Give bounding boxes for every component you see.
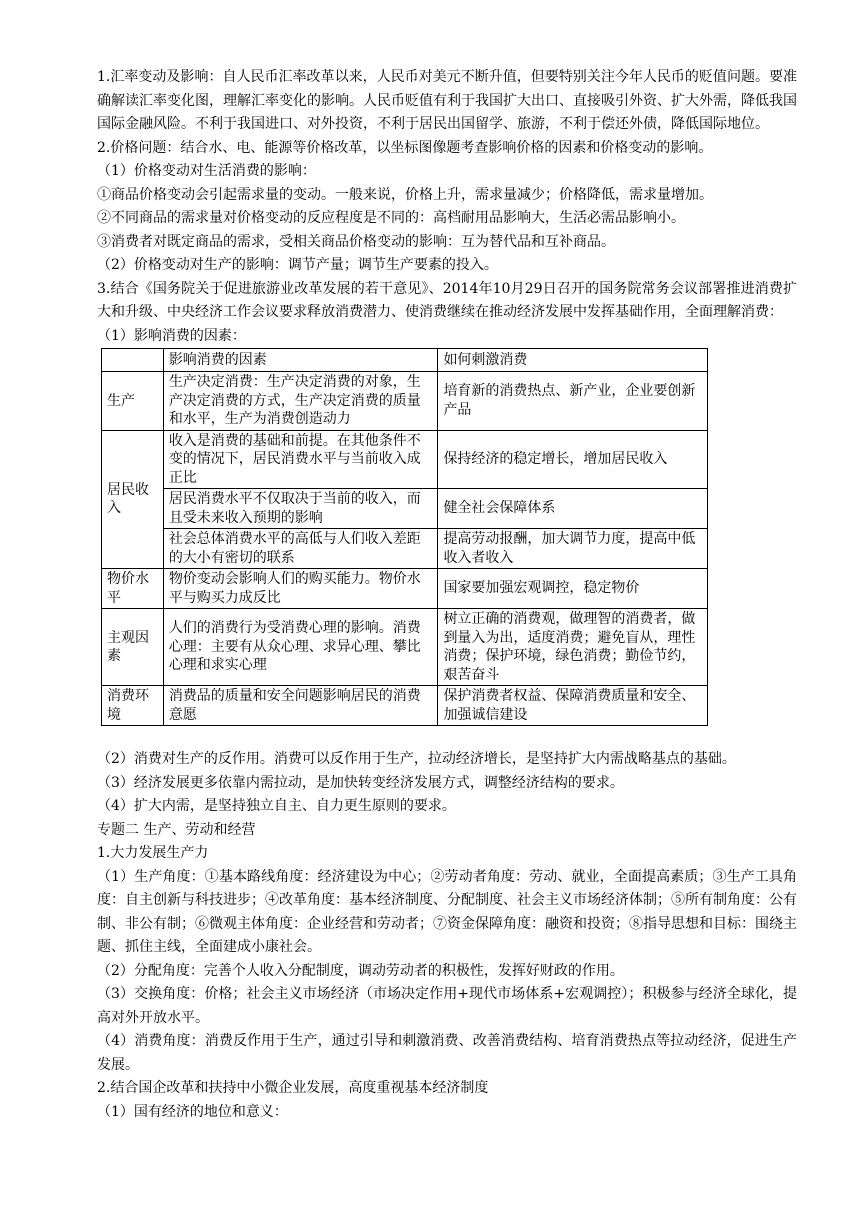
table-factor-cell: 生产决定消费：生产决定消费的对象，生产决定消费的方式，生产决定消费的质量和水平，生产为消费创造动力: [163, 372, 438, 431]
paragraph-domestic-demand: （3）经济发展更多依靠内需拉动，是加快转变经济发展方式，调整经济结构的要求。: [97, 774, 624, 791]
paragraph-production-angle: （1）生产角度：①基本路线角度：经济建设为中心；②劳动者角度：劳动、就业，全面提高素质；③生产工具角度：自主创新与科技进步；④改革角度：基本经济制度、分配制度、社会主义市场经济体制；⑤所有制角度：公有制、非公有制；⑥微观主体角度：企业经营和劳动者；⑦资金保障角度：融资和投资；⑧指导思想和目标：围绕主题、抓住主线，全面建成小康社会。: [97, 868, 797, 955]
table-measure-cell: 健全社会保障体系: [438, 489, 708, 529]
paragraph-state-economy: （1）国有经济的地位和意义：: [97, 1103, 288, 1120]
table-measure-cell: 培育新的消费热点、新产业，企业要创新产品: [438, 372, 708, 431]
table-category-cell: 生产: [102, 372, 164, 431]
table-factor-cell: 居民消费水平不仅取决于当前的收入，而且受未来收入预期的影响: [163, 489, 438, 529]
table-category-cell: 主观因素: [102, 609, 164, 686]
table-row: [102, 609, 708, 686]
paragraph-distribution-angle: （2）分配角度：完善个人收入分配制度，调动劳动者的积极性，发挥好财政的作用。: [97, 962, 624, 979]
paragraph-exchange-angle: （3）交换角度：价格；社会主义市场经济（市场决定作用+现代市场体系+宏观调控）；积极参与经济全球化，提高对外开放水平。: [97, 986, 797, 1026]
table-row: [102, 372, 708, 431]
table-header-cell: 影响消费的因素: [163, 349, 438, 372]
paragraph-price-production: （2）价格变动对生产的影响：调节产量；调节生产要素的投入。: [97, 257, 498, 273]
paragraph-exchange-rate: 1.汇率变动及影响：自人民币汇率改革以来，人民币对美元不断升值，但要特别关注今年人民币的贬值问题。要准确解读汇率变化图，理解汇率变化的影响。人民币贬值有利于我国扩大出口、直接吸引外资、扩大外需，降低我国国际金融风险。不利于我国进口、对外投资，不利于居民出国留学、旅游，不利于偿还外债，降低国际地位。: [97, 69, 797, 132]
table-header-row: [102, 349, 708, 372]
table-measure-cell: 国家要加强宏观调控，稳定物价: [438, 569, 708, 609]
table-header-cell: 如何刺激消费: [438, 349, 708, 372]
table-row: [102, 686, 708, 726]
table-measure-cell: 树立正确的消费观，做理智的消费者，做到量入为出，适度消费；避免盲从，理性消费；保护环境，绿色消费；勤俭节约，艰苦奋斗: [438, 609, 708, 686]
table-row: [102, 569, 708, 609]
paragraph-consumption-intro: 3.结合《国务院关于促进旅游业改革发展的若干意见》、2014年10月29日召开的国务院常务会议部署推进消费扩大和升级、中央经济工作会议要求释放消费潜力、使消费继续在推动经济发展中发挥基础作用，全面理解消费：: [97, 280, 797, 320]
document-page: [97, 66, 797, 1124]
table-category-cell: 消费环境: [102, 686, 164, 726]
consumption-factors-table: [101, 348, 708, 726]
paragraph-productivity-heading: 1.大力发展生产力: [97, 845, 209, 861]
table-measure-cell: 保护消费者权益、保障消费质量和安全、加强诚信建设: [438, 686, 708, 726]
paragraph-price-consumption: （1）价格变动对生活消费的影响：: [97, 163, 316, 179]
paragraph-consumption-reaction: （2）消费对生产的反作用。消费可以反作用于生产，拉动经济增长，是坚持扩大内需战略基点的基础。: [97, 751, 736, 767]
table-factor-cell: 物价变动会影响人们的购买能力。物价水平与购买力成反比: [163, 569, 438, 609]
table-measure-cell: 提高劳动报酬，加大调节力度，提高中低收入者收入: [438, 529, 708, 569]
table-header-cell: [102, 349, 164, 372]
table-category-cell: 物价水平: [102, 569, 164, 609]
table-factor-cell: 收入是消费的基础和前提。在其他条件不变的情况下，居民消费水平与当前收入成正比: [163, 430, 438, 489]
table-row: [102, 430, 708, 489]
paragraph-consumption-angle: （4）消费角度：消费反作用于生产，通过引导和刺激消费、改善消费结构、培育消费热点等拉动经济，促进生产发展。: [97, 1033, 797, 1073]
table-row: [102, 529, 708, 569]
paragraph-consumption-factors: （1）影响消费的因素：: [97, 327, 246, 344]
table-factor-cell: 人们的消费行为受消费心理的影响。消费心理：主要有从众心理、求异心理、攀比心理和求实心理: [163, 609, 438, 686]
table-row: [102, 489, 708, 529]
paragraph-point-1: ①商品价格变动会引起需求量的变动。一般来说，价格上升，需求量减少；价格降低，需求量增加。: [97, 186, 713, 203]
section-heading-topic-2: 专题二 生产、劳动和经营: [97, 821, 256, 838]
paragraph-point-3: ③消费者对既定商品的需求，受相关商品价格变动的影响：互为替代品和互补商品。: [97, 233, 615, 250]
paragraph-price-issue: 2.价格问题：结合水、电、能源等价格改革，以坐标图像题考查影响价格的因素和价格变动的影响。: [97, 139, 713, 156]
table-factor-cell: 社会总体消费水平的高低与人们收入差距的大小有密切的联系: [163, 529, 438, 569]
paragraph-economic-system-heading: 2.结合国企改革和扶持中小微企业发展，高度重视基本经济制度: [97, 1080, 489, 1096]
table-factor-cell: 消费品的质量和安全问题影响居民的消费意愿: [163, 686, 438, 726]
paragraph-expand-demand: （4）扩大内需，是坚持独立自主、自力更生原则的要求。: [97, 798, 456, 814]
table-measure-cell: 保持经济的稳定增长，增加居民收入: [438, 430, 708, 489]
table-category-cell: 居民收入: [102, 430, 164, 569]
paragraph-point-2: ②不同商品的需求量对价格变动的反应程度是不同的：高档耐用品影响大，生活必需品影响小。: [97, 210, 685, 226]
